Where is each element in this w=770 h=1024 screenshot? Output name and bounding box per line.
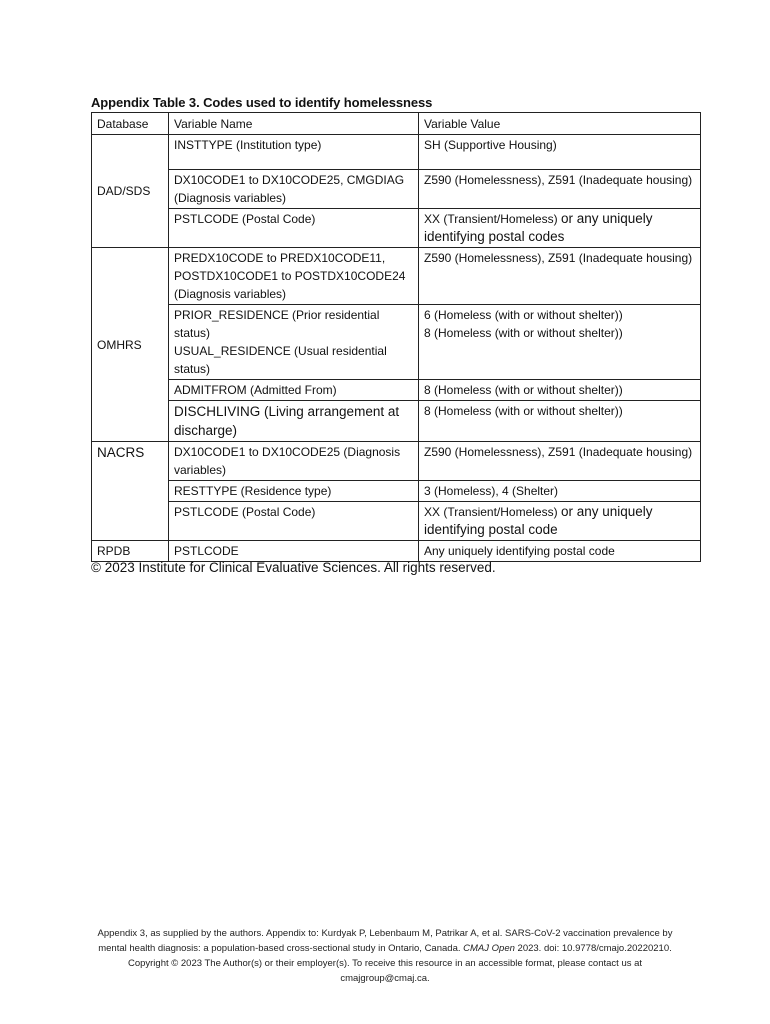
- footer-email-link[interactable]: cmajgroup@cmaj.ca.: [340, 973, 430, 984]
- database-cell-nacrs: NACRS: [92, 442, 169, 541]
- table-row: [92, 170, 701, 209]
- variable-value-cell: Z590 (Homelessness), Z591 (Inadequate housing): [419, 442, 701, 481]
- database-cell-rpdb: RPDB: [92, 541, 169, 562]
- variable-name-cell: [169, 305, 419, 380]
- copyright-notice: © 2023 Institute for Clinical Evaluative Sciences. All rights reserved.: [91, 560, 496, 575]
- variable-value-cell: [419, 305, 701, 380]
- variable-name-cell: DX10CODE1 to DX10CODE25, CMGDIAG (Diagnosis variables): [169, 170, 419, 209]
- variable-value-cell: 8 (Homeless (with or without shelter)): [419, 401, 701, 442]
- variable-value-cell: [419, 502, 701, 541]
- variable-value-cell: 3 (Homeless), 4 (Shelter): [419, 481, 701, 502]
- table-header-row: [92, 113, 701, 135]
- variable-name-cell: DISCHLIVING (Living arrangement at discharge): [169, 401, 419, 442]
- value-part: or any uniquely identifying postal codes: [424, 211, 653, 244]
- header-variable-name: Variable Name: [169, 113, 419, 135]
- table-row: [92, 541, 701, 562]
- footer-text: 2023. doi: 10.9778/cmajo.20220210.: [517, 943, 672, 954]
- variable-name-cell: RESTTYPE (Residence type): [169, 481, 419, 502]
- value-part: 8 (Homeless (with or without shelter)): [424, 326, 623, 340]
- page-footer: [90, 926, 680, 986]
- footer-line: [90, 941, 680, 956]
- value-part: XX (Transient/Homeless): [424, 505, 558, 519]
- variable-name-cell: ADMITFROM (Admitted From): [169, 380, 419, 401]
- variable-name-cell: PREDX10CODE to PREDX10CODE11, POSTDX10CODE1 to POSTDX10CODE24 (Diagnosis variables): [169, 248, 419, 305]
- variable-name-cell: DX10CODE1 to DX10CODE25 (Diagnosis variables): [169, 442, 419, 481]
- table-row: [92, 209, 701, 248]
- value-part: XX (Transient/Homeless): [424, 212, 558, 226]
- variable-value-cell: [419, 209, 701, 248]
- table-row: [92, 305, 701, 380]
- variable-name-cell: PSTLCODE: [169, 541, 419, 562]
- variable-value-cell: SH (Supportive Housing): [419, 135, 701, 170]
- table-row: [92, 442, 701, 481]
- database-cell-dad-sds: DAD/SDS: [92, 135, 169, 248]
- name-part: USUAL_RESIDENCE (Usual residential status): [174, 344, 387, 376]
- value-part: 6 (Homeless (with or without shelter)): [424, 308, 623, 322]
- name-part: PRIOR_RESIDENCE (Prior residential status): [174, 308, 380, 340]
- footer-line: Appendix 3, as supplied by the authors. Appendix to: Kurdyak P, Lebenbaum M, Patrikar A, et al. SARS-CoV-2 vaccination prevalence by: [97, 928, 673, 939]
- homelessness-codes-table: [91, 112, 701, 562]
- journal-name: CMAJ Open: [463, 943, 515, 954]
- table-row: [92, 248, 701, 305]
- variable-value-cell: Z590 (Homelessness), Z591 (Inadequate housing): [419, 170, 701, 209]
- table-row: [92, 401, 701, 442]
- header-variable-value: Variable Value: [419, 113, 701, 135]
- table-row: [92, 481, 701, 502]
- table-row: [92, 502, 701, 541]
- table-row: [92, 380, 701, 401]
- variable-name-cell: INSTTYPE (Institution type): [169, 135, 419, 170]
- variable-value-cell: Any uniquely identifying postal code: [419, 541, 701, 562]
- variable-name-cell: PSTLCODE (Postal Code): [169, 209, 419, 248]
- table-title: Appendix Table 3. Codes used to identify homelessness: [91, 95, 433, 110]
- footer-text: mental health diagnosis: a population-based cross-sectional study in Ontario, Canada.: [98, 943, 461, 954]
- variable-name-cell: PSTLCODE (Postal Code): [169, 502, 419, 541]
- table-row: [92, 135, 701, 170]
- header-database: Database: [92, 113, 169, 135]
- variable-value-cell: 8 (Homeless (with or without shelter)): [419, 380, 701, 401]
- footer-line: Copyright © 2023 The Author(s) or their employer(s). To receive this resource in an accessible format, please contact us at: [127, 958, 643, 969]
- database-cell-omhrs: OMHRS: [92, 248, 169, 442]
- variable-value-cell: Z590 (Homelessness), Z591 (Inadequate housing): [419, 248, 701, 305]
- value-part: or any uniquely identifying postal code: [424, 504, 653, 537]
